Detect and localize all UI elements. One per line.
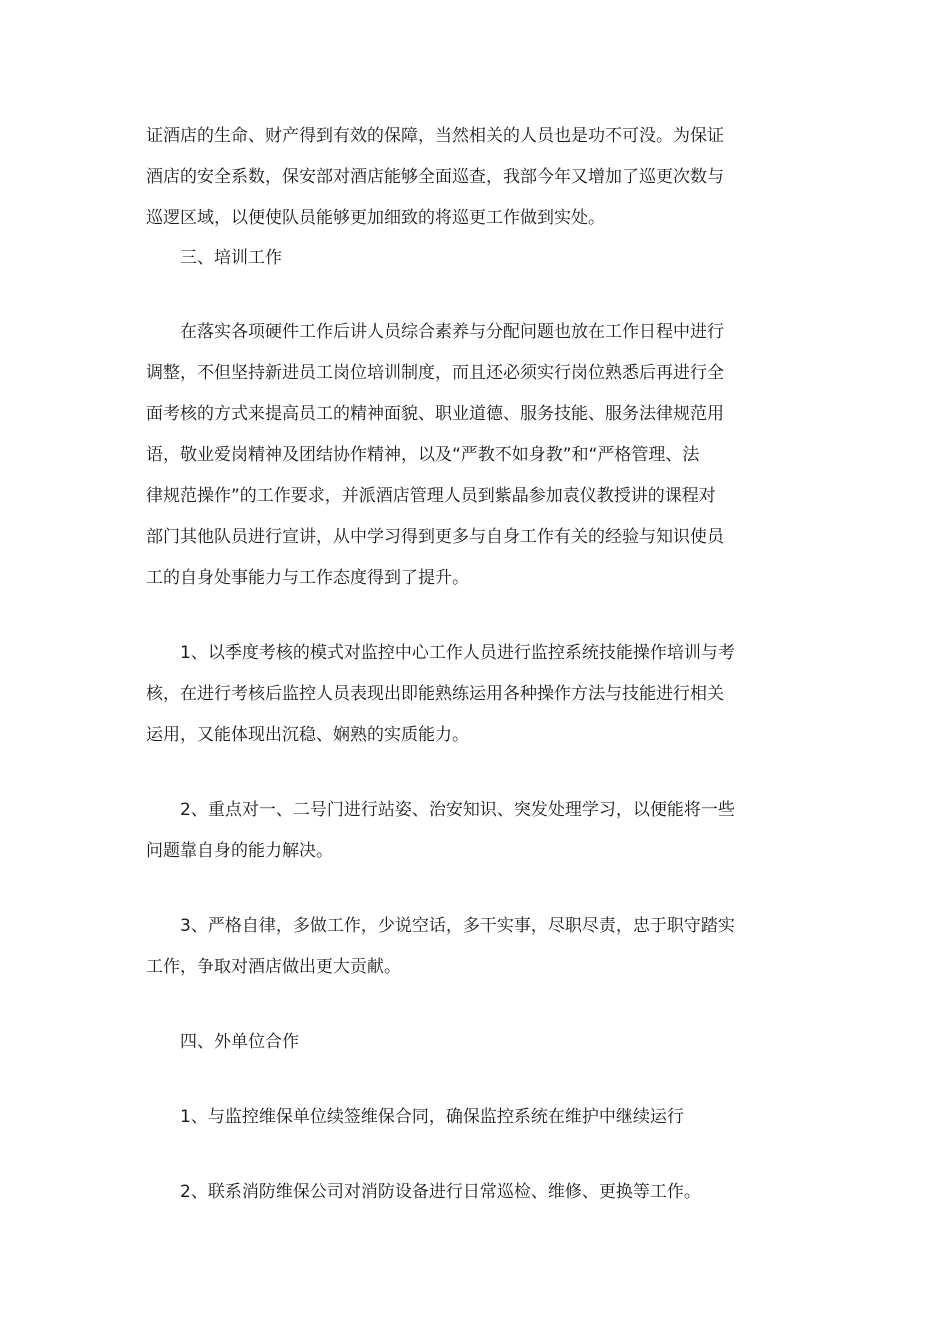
paragraph-line: 工的自身处事能力与工作态度得到了提升。 [146, 568, 469, 588]
section-heading: 四、外单位合作 [180, 1032, 299, 1052]
list-item-line: 2、联系消防维保公司对消防设备进行日常巡检、维修、更换等工作。 [180, 1182, 701, 1202]
paragraph-line: 律规范操作”的工作要求，并派酒店管理人员到紫晶参加袁仪教授讲的课程对 [146, 486, 716, 506]
section-heading: 三、培训工作 [180, 248, 282, 268]
list-item-line: 2、重点对一、二号门进行站姿、治安知识、突发处理学习，以便能将一些 [180, 800, 735, 820]
list-item-line: 3、严格自律，多做工作，少说空话，多干实事，尽职尽责，忠于职守踏实 [180, 916, 735, 936]
paragraph-line: 证酒店的生命、财产得到有效的保障，当然相关的人员也是功不可没。为保证 [146, 126, 724, 146]
paragraph-line: 面考核的方式来提高员工的精神面貌、职业道德、服务技能、服务法律规范用 [146, 404, 724, 424]
list-item-line: 工作，争取对酒店做出更大贡献。 [146, 957, 401, 977]
paragraph-line: 酒店的安全系数，保安部对酒店能够全面巡查，我部今年又增加了巡更次数与 [146, 167, 724, 187]
list-item-line: 问题靠自身的能力解决。 [146, 841, 333, 861]
paragraph-line: 部门其他队员进行宣讲，从中学习得到更多与自身工作有关的经验与知识使员 [146, 527, 724, 547]
list-item-line: 1、以季度考核的模式对监控中心工作人员进行监控系统技能操作培训与考 [180, 643, 735, 663]
list-item-line: 运用，又能体现出沉稳、娴熟的实质能力。 [146, 725, 469, 745]
paragraph-line: 语，敬业爱岗精神及团结协作精神，以及“严教不如身教”和“严格管理、法 [146, 445, 700, 465]
paragraph-line: 调整，不但坚持新进员工岗位培训制度，而且还必须实行岗位熟悉后再进行全 [146, 363, 724, 383]
paragraph-line: 巡逻区域，以便使队员能够更加细致的将巡更工作做到实处。 [146, 208, 605, 228]
list-item-line: 1、与监控维保单位续签维保合同，确保监控系统在维护中继续运行 [180, 1107, 684, 1127]
list-item-line: 核，在进行考核后监控人员表现出即能熟练运用各种操作方法与技能进行相关 [146, 684, 724, 704]
paragraph-line: 在落实各项硬件工作后讲人员综合素养与分配问题也放在工作日程中进行 [180, 322, 724, 342]
